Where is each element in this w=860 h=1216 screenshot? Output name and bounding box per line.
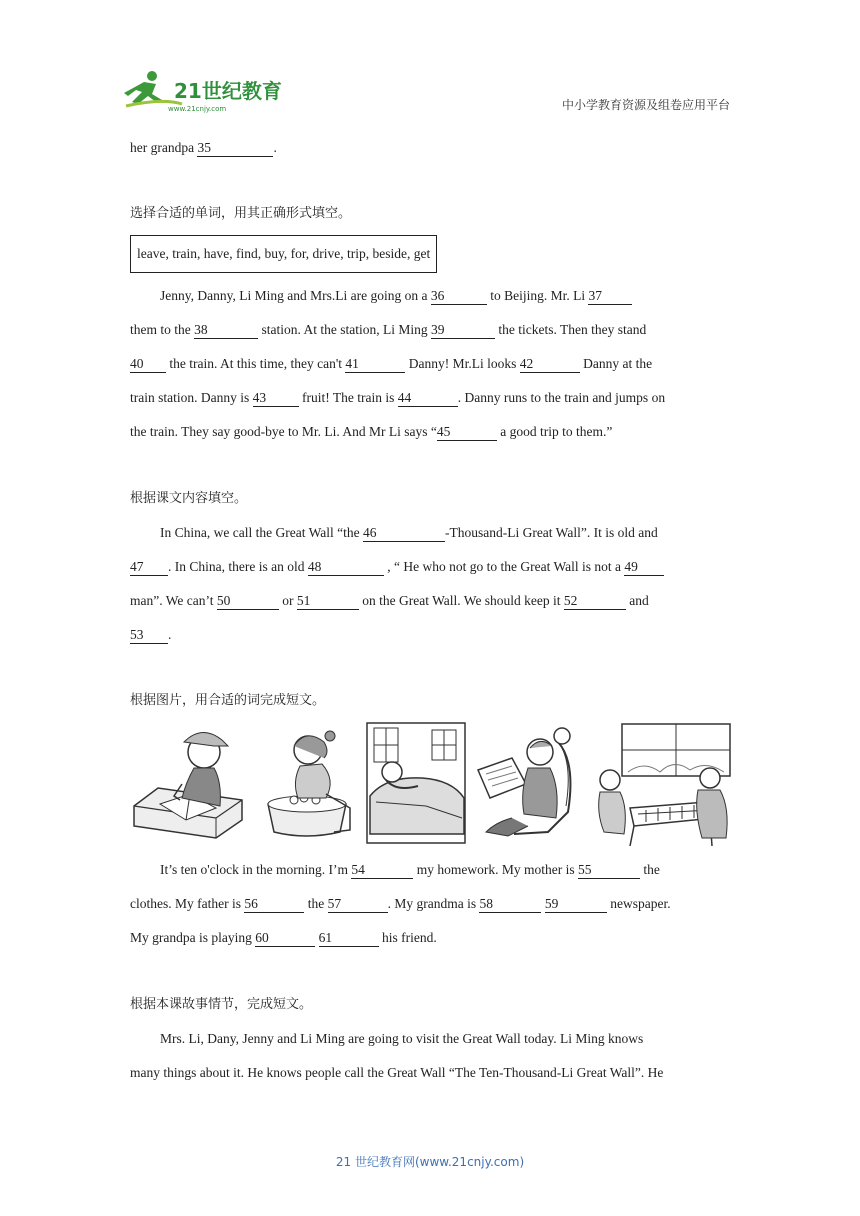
- boy-homework-picture: [130, 722, 246, 844]
- grandma-reading-picture: [472, 722, 580, 844]
- grandpa-chess-picture: [594, 722, 732, 848]
- blank-43[interactable]: 43: [253, 390, 299, 407]
- blank-54[interactable]: 54: [351, 862, 413, 879]
- section-title: 根据课文内容填空。: [130, 491, 248, 506]
- blank-46[interactable]: 46: [363, 525, 445, 542]
- blank-49[interactable]: 49: [624, 559, 664, 576]
- logo: [122, 68, 292, 114]
- blank-58[interactable]: 58: [479, 896, 541, 913]
- blank-60[interactable]: 60: [255, 930, 315, 947]
- top-line: her grandpa 35 .: [130, 140, 277, 155]
- blank-47[interactable]: 47: [130, 559, 168, 576]
- blank-50[interactable]: 50: [217, 593, 279, 610]
- blank-41[interactable]: 41: [345, 356, 405, 373]
- blank-35[interactable]: 35: [197, 140, 273, 157]
- footer-link[interactable]: 21 世纪教育网(www.21cnjy.com): [335, 1155, 525, 1169]
- passage-2: In China, we call the Great Wall “the 46 -Thousand-Li Great Wall”. It is old and 47 . In China, there is an old 48 , “ He who not go to the Great Wall is not a 49 man”. We can’t 50 or 51 on the Great Wall. We should keep it 52 and 53 .: [130, 516, 732, 652]
- blank-52[interactable]: 52: [564, 593, 626, 610]
- blank-55[interactable]: 55: [578, 862, 640, 879]
- blank-48[interactable]: 48: [308, 559, 384, 576]
- blank-45[interactable]: 45: [437, 424, 497, 441]
- word-box: leave, train, have, find, buy, for, drive, trip, beside, get: [130, 235, 437, 273]
- section-title: 根据本课故事情节，完成短文。: [130, 997, 313, 1012]
- picture-strip: [130, 722, 732, 848]
- passage-1: Jenny, Danny, Li Ming and Mrs.Li are going on a 36 to Beijing. Mr. Li 37 them to the 38 station. At the station, Li Ming 39 the tickets. Then they stand 40 the train. At this time, they can't 41 Danny! Mr.Li looks 42 Danny at the train station. Danny is 43 fruit! The train is 44 . Danny runs to the train and jumps on the train. They say good-bye to Mr. Li. And Mr Li says “45 a good trip to them.”: [130, 288, 666, 439]
- blank-57[interactable]: 57: [328, 896, 388, 913]
- section-title: 根据图片，用合适的词完成短文。: [130, 693, 326, 708]
- passage-3: It’s ten o'clock in the morning. I’m 54 my homework. My mother is 55 the clothes. My father is 56 the 57 . My grandma is 58 59 newspaper. My grandpa is playing 60 61 his friend.: [130, 862, 671, 945]
- blank-51[interactable]: 51: [297, 593, 359, 610]
- platform-label: 中小学教育资源及组卷应用平台: [561, 98, 730, 112]
- blank-53[interactable]: 53: [130, 627, 168, 644]
- logo-url: www.21cnjy.com: [168, 105, 227, 113]
- blank-42[interactable]: 42: [520, 356, 580, 373]
- blank-40[interactable]: 40: [130, 356, 166, 373]
- blank-37[interactable]: 37: [588, 288, 632, 305]
- blank-61[interactable]: 61: [319, 930, 379, 947]
- blank-44[interactable]: 44: [398, 390, 458, 407]
- mother-washing-picture: [254, 722, 360, 844]
- passage-4: Mrs. Li, Dany, Jenny and Li Ming are going to visit the Great Wall today. Li Ming knows many things about it. He knows people call the Great Wall “The Ten-Thousand-Li Great Wall”. He: [130, 1031, 664, 1080]
- blank-59[interactable]: 59: [545, 896, 607, 913]
- blank-56[interactable]: 56: [244, 896, 304, 913]
- blank-36[interactable]: 36: [431, 288, 487, 305]
- father-washing-car-picture: [366, 722, 466, 844]
- section-title: 选择合适的单词，用其正确形式填空。: [130, 206, 352, 221]
- blank-39[interactable]: 39: [431, 322, 495, 339]
- logo-text: 21世纪教育: [174, 79, 282, 103]
- blank-38[interactable]: 38: [194, 322, 258, 339]
